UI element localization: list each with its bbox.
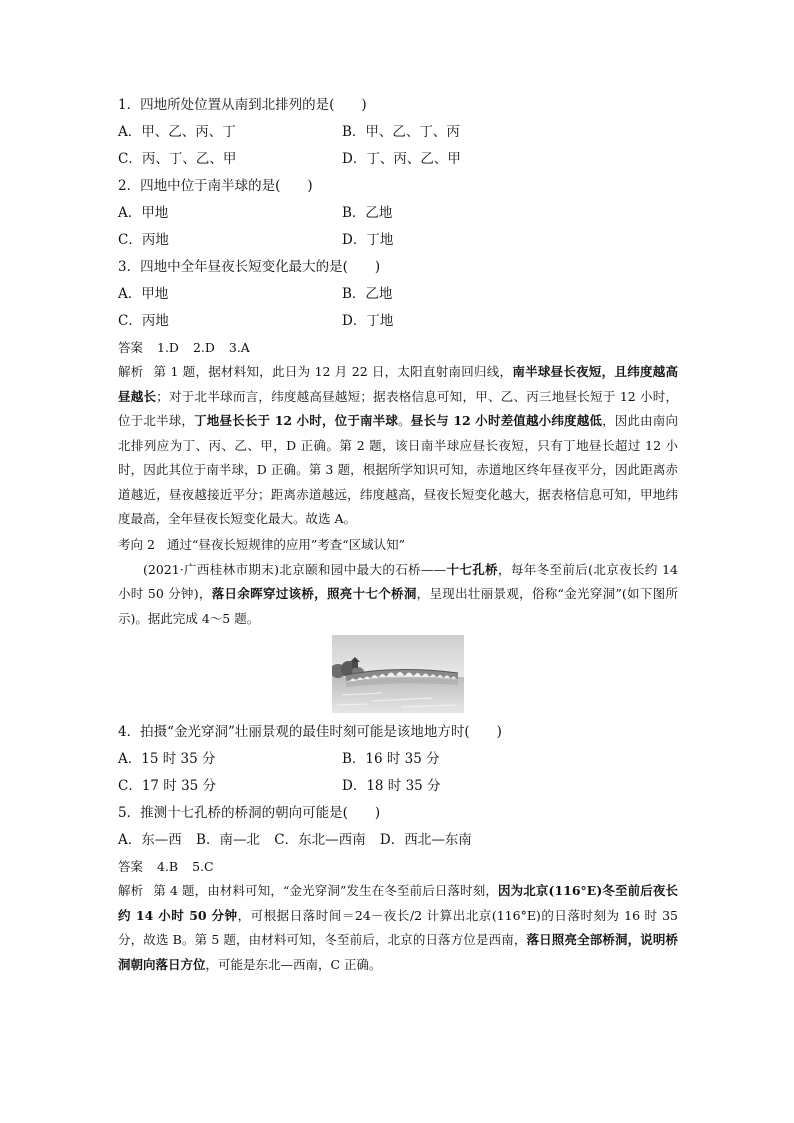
answer-item: 3.A (228, 340, 250, 355)
analysis-2-emphasis: 落日照亮全部桥洞，说明桥洞朝向落日方位 (118, 932, 678, 972)
analysis-1-emphasis: 南半球昼长夜短，且纬度越高昼越长 (118, 364, 678, 404)
q1-option-d: D．丁、丙、乙、甲 (342, 151, 461, 167)
answer-item: 1.D (157, 340, 179, 355)
analysis-2 (118, 879, 678, 977)
section-label: 考向 2 (118, 536, 155, 552)
analysis-1-text: ；对于北半球而言，纬度越高昼越短；据表格信息可知，甲、乙、丙三地昼长短于 12 小时，位于北半球， (118, 388, 678, 428)
q2-option-a: A．甲地 (118, 205, 169, 221)
analysis-1-emphasis: 丁地昼长长于 12 小时，位于南半球 (194, 413, 399, 428)
q5-option-d: D．西北—东南 (379, 832, 472, 848)
analysis-2-text: ，可根据日落时间＝24－夜长/2 计算出北京(116°E)的日落时刻为 16 时 35 分，故选 B。第 5 题，由材料可知，冬至前后，北京的日落方位是西南， (118, 907, 678, 947)
intro-text: ，呈现出壮丽景观，俗称“金光穿洞”(如下图所示)。据此完成 4～5 题。 (118, 586, 678, 626)
q4-option-b: B．16 时 35 分 (342, 751, 440, 767)
question-4-stem: 4．拍摄“金光穿洞”壮丽景观的最佳时刻可能是该地地方时( ) (118, 724, 502, 740)
analysis-1-text: 第 1 题，据材料知，此日为 12 月 22 日，太阳直射南回归线， (153, 364, 513, 379)
q3-option-c: C．丙地 (118, 313, 169, 329)
question-3-options-2 (118, 308, 678, 335)
answer-item: 4.B (157, 859, 179, 874)
question-1-options (118, 119, 678, 146)
q2-option-b: B．乙地 (342, 205, 393, 221)
answer-item: 5.C (192, 859, 214, 874)
bridge-photo (332, 635, 464, 713)
q1-option-a: A．甲、乙、丙、丁 (118, 124, 236, 140)
q5-option-b: B．南—北 (196, 832, 260, 848)
figure-container (118, 635, 678, 713)
q2-option-c: C．丙地 (118, 232, 169, 248)
analysis-1-text: ，因此由南向北排列应为丁、丙、乙、甲，D 正确。第 2 题，该日南半球应昼长夜短，只有丁地昼长超过 12 小时，因此其位于南半球，D 正确。第 3 题，根据所学知识可知，赤道地区终年昼夜平分，因此距离赤道越近，昼夜越接近平分；距离赤道越远，纬度越高，昼夜长短变化越大，据表格信息可知，甲地纬度最高，全年昼夜长短变化最大。故选 A。 (118, 413, 678, 526)
q3-option-b: B．乙地 (342, 286, 393, 302)
analysis-1 (118, 360, 678, 532)
intro-text: ，每年冬至前后(北京夜长约 14 小时 50 分钟)， (118, 561, 678, 601)
answer-item: 2.D (192, 340, 215, 355)
q1-option-b: B．甲、乙、丁、丙 (342, 124, 460, 140)
answer-label: 答案 (118, 340, 144, 355)
q4-option-c: C．17 时 35 分 (118, 778, 217, 794)
question-3-options (118, 281, 678, 308)
question-1-options-2 (118, 146, 678, 173)
question-5-options (118, 827, 678, 854)
analysis-2-text: 第 4 题，由材料可知，“金光穿洞”发生在冬至前后日落时刻， (153, 883, 499, 898)
q5-option-c: C．东北—西南 (274, 832, 366, 848)
analysis-label: 解析 (118, 883, 144, 898)
intro-emphasis: 落日余晖穿过该桥，照亮十七个桥洞 (211, 586, 417, 601)
question-2-options-2 (118, 227, 678, 254)
question-2-options (118, 200, 678, 227)
analysis-2-text: ，可能是东北—西南，C 正确。 (205, 956, 382, 972)
question-4-options (118, 746, 678, 773)
q4-option-d: D．18 时 35 分 (342, 778, 441, 794)
document-page (118, 92, 678, 977)
intro-emphasis: 十七孔桥 (446, 561, 498, 577)
question-2-stem: 2．四地中位于南半球的是( ) (118, 178, 313, 194)
question-1-stem: 1．四地所处位置从南到北排列的是( ) (118, 97, 367, 113)
analysis-1-emphasis: 昼长与 12 小时差值越小纬度越低 (410, 413, 603, 428)
question-4-options-2 (118, 773, 678, 800)
q3-option-a: A．甲地 (118, 286, 169, 302)
q3-option-d: D．丁地 (342, 313, 394, 329)
question-3-stem: 3．四地中全年昼夜长短变化最大的是( ) (118, 259, 381, 275)
q4-option-a: A．15 时 35 分 (118, 751, 216, 767)
q5-option-a: A．东—西 (118, 832, 182, 848)
intro-text: (2021·广西桂林市期末)北京颐和园中最大的石桥—— (143, 561, 447, 577)
answer-label: 答案 (118, 859, 144, 874)
analysis-2-emphasis: 因为北京(116°E)冬至前后夜长约 14 小时 50 分钟 (118, 883, 678, 923)
section-title: 通过“昼夜长短规律的应用”考查“区域认知” (166, 536, 405, 552)
q2-option-d: D．丁地 (342, 232, 394, 248)
analysis-label: 解析 (118, 364, 144, 379)
q1-option-c: C．丙、丁、乙、甲 (118, 151, 237, 167)
section-heading (118, 532, 678, 558)
answer-line-2 (118, 854, 678, 879)
answer-line-1 (118, 335, 678, 360)
material-intro (118, 558, 678, 632)
question-5-stem: 5．推测十七孔桥的桥洞的朝向可能是( ) (118, 805, 381, 821)
analysis-1-text: 。 (398, 413, 411, 428)
